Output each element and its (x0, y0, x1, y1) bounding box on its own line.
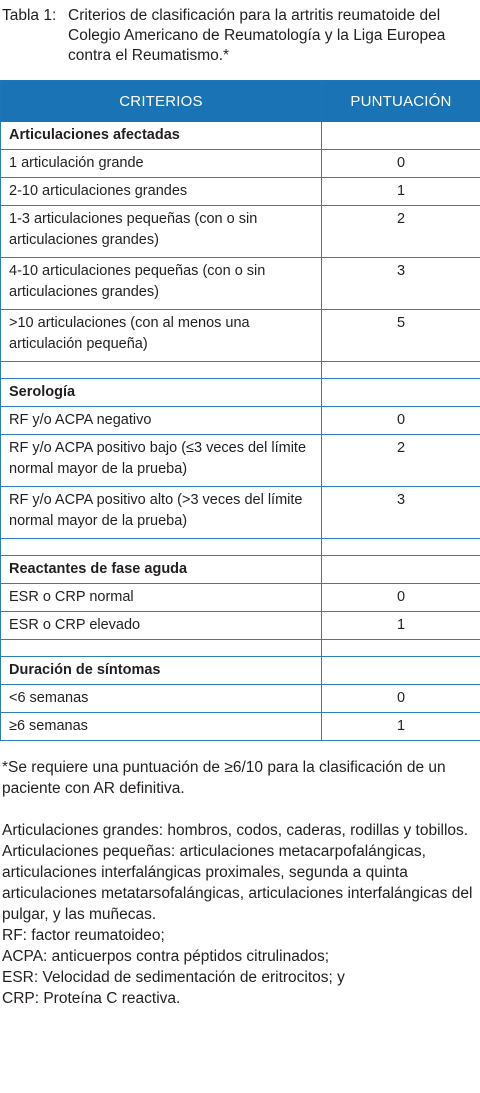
criterion-cell: 2-10 articulaciones grandes (1, 178, 322, 206)
section-score-cell (322, 379, 480, 407)
score-cell: 1 (322, 713, 480, 741)
section-title: Articulaciones afectadas (1, 122, 322, 150)
criterion-cell: <6 semanas (1, 685, 322, 713)
section-score-cell (322, 122, 480, 150)
table-row (1, 713, 480, 741)
caption-label: Tabla 1: (2, 7, 57, 24)
score-cell: 5 (322, 310, 480, 362)
table-row (1, 178, 480, 206)
score-cell: 0 (322, 150, 480, 178)
definition-large-joints: Articulaciones grandes: hombros, codos, caderas, rodillas y tobillos. (2, 822, 469, 839)
table-caption (0, 0, 480, 80)
spacer-cell (1, 539, 322, 556)
table-row (1, 612, 480, 640)
table-row (1, 435, 480, 487)
table-row (1, 258, 480, 310)
section-row (1, 556, 480, 584)
definition-small-joints: Articulaciones pequeñas: articulaciones metacarpofalángicas, articulaciones interfalángicas proximales, segunda a quinta articulaciones metatarsofalángicas, articulaciones interfalángicas del pulgar, y las muñecas. (2, 843, 473, 923)
score-cell: 1 (322, 612, 480, 640)
score-cell: 3 (322, 258, 480, 310)
criterion-cell: RF y/o ACPA positivo alto (>3 veces del límite normal mayor de la prueba) (1, 487, 322, 539)
table-footnotes (0, 741, 480, 1009)
section-score-cell (322, 556, 480, 584)
spacer-row (1, 362, 480, 379)
table-row (1, 685, 480, 713)
criteria-table (0, 80, 480, 741)
criterion-cell: 1-3 articulaciones pequeñas (con o sin articulaciones grandes) (1, 206, 322, 258)
section-row (1, 379, 480, 407)
section-row (1, 122, 480, 150)
score-cell: 0 (322, 685, 480, 713)
section-title: Serología (1, 379, 322, 407)
note-gap (2, 799, 476, 820)
spacer-row (1, 539, 480, 556)
table-row (1, 407, 480, 435)
table-row (1, 310, 480, 362)
spacer-cell (1, 640, 322, 657)
caption-text: Criterios de clasificación para la artritis reumatoide del Colegio Americano de Reumatología y la Liga Europea contra el Reumatismo.* (68, 7, 446, 64)
spacer-cell (322, 640, 480, 657)
score-cell: 2 (322, 206, 480, 258)
section-score-cell (322, 657, 480, 685)
requirement-note: *Se requiere una puntuación de ≥6/10 para la clasificación de un paciente con AR definitiva. (2, 759, 446, 797)
score-cell: 1 (322, 178, 480, 206)
header-puntuacion: PUNTUACIÓN (322, 81, 480, 122)
table-row (1, 487, 480, 539)
table-header-row (1, 81, 480, 122)
header-criterios: CRITERIOS (1, 81, 322, 122)
definition-rf: RF: factor reumatoideo; (2, 927, 165, 944)
table-row (1, 206, 480, 258)
criterion-cell: 4-10 articulaciones pequeñas (con o sin articulaciones grandes) (1, 258, 322, 310)
criterion-cell: ESR o CRP elevado (1, 612, 322, 640)
definition-acpa: ACPA: anticuerpos contra péptidos citrulinados; (2, 948, 330, 965)
score-cell: 0 (322, 407, 480, 435)
criterion-cell: >10 articulaciones (con al menos una articulación pequeña) (1, 310, 322, 362)
score-cell: 0 (322, 584, 480, 612)
table-row (1, 150, 480, 178)
score-cell: 3 (322, 487, 480, 539)
spacer-row (1, 640, 480, 657)
definition-esr: ESR: Velocidad de sedimentación de eritrocitos; y (2, 969, 345, 986)
criterion-cell: ≥6 semanas (1, 713, 322, 741)
section-title: Reactantes de fase aguda (1, 556, 322, 584)
score-cell: 2 (322, 435, 480, 487)
section-title: Duración de síntomas (1, 657, 322, 685)
spacer-cell (322, 539, 480, 556)
criterion-cell: RF y/o ACPA negativo (1, 407, 322, 435)
criterion-cell: ESR o CRP normal (1, 584, 322, 612)
section-row (1, 657, 480, 685)
spacer-cell (322, 362, 480, 379)
definition-crp: CRP: Proteína C reactiva. (2, 990, 181, 1007)
criterion-cell: 1 articulación grande (1, 150, 322, 178)
spacer-cell (1, 362, 322, 379)
table-row (1, 584, 480, 612)
criterion-cell: RF y/o ACPA positivo bajo (≤3 veces del límite normal mayor de la prueba) (1, 435, 322, 487)
